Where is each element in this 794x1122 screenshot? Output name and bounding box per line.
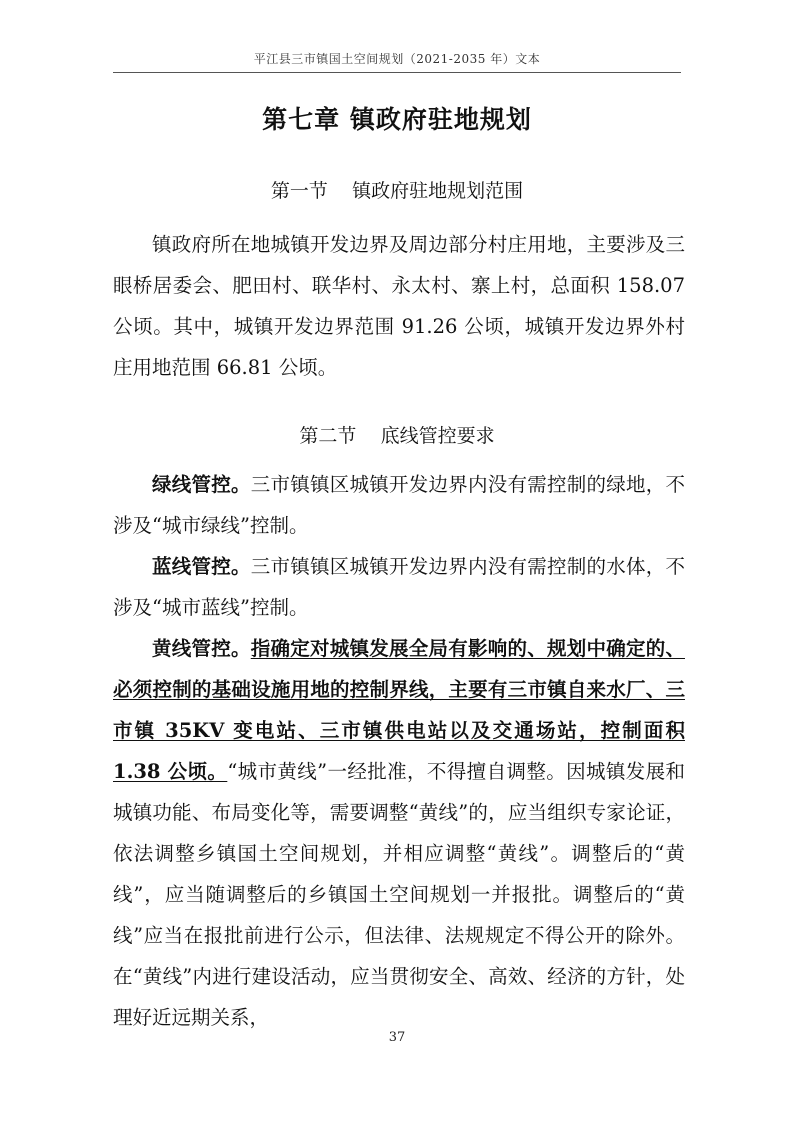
yellow-line-paragraph — [113, 628, 685, 1038]
yellow-line-text: “城市黄线”一经批准，不得擅自调整。因城镇发展和城镇功能、布局变化等，需要调整“黄线”的，应当组织专家论证，依法调整乡镇国土空间规划，并相应调整“黄线”。调整后的“黄线”，应当随调整后的乡镇国土空间规划一并报批。调整后的“黄线”应当在报批前进行公示，但法律、法规规定不得公开的除外。在“黄线”内进行建设活动，应当贯彻安全、高效、经济的方针，处理好近远期关系， — [113, 760, 685, 1029]
section-1-title: 第一节 镇政府驻地规划范围 — [270, 180, 524, 202]
blue-line-paragraph — [113, 546, 685, 628]
blue-line-lead: 蓝线管控。 — [152, 555, 251, 578]
yellow-line-lead: 黄线管控。 — [152, 637, 251, 660]
page-number: 37 — [388, 1030, 406, 1045]
chapter-title: 第七章 镇政府驻地规划 — [262, 105, 532, 134]
blue-line-text: 三市镇镇区城镇开发边界内没有需控制的水体，不涉及“城市蓝线”控制。 — [113, 555, 685, 619]
green-line-text: 三市镇镇区城镇开发边界内没有需控制的绿地，不涉及“城市绿线”控制。 — [113, 473, 685, 537]
header-divider — [113, 72, 681, 73]
section-2-title: 第二节 底线管控要求 — [299, 425, 495, 447]
section-1-paragraph: 镇政府所在地城镇开发边界及周边部分村庄用地，主要涉及三眼桥居委会、肥田村、联华村、永太村、寨上村，总面积 158.07 公顷。其中，城镇开发边界范围 91.26 公顷，城镇开发边界外村庄用地范围 66.81 公顷。 — [113, 233, 685, 379]
green-line-lead: 绿线管控。 — [152, 473, 251, 496]
running-header: 平江县三市镇国土空间规划（2021-2035 年）文本 — [253, 52, 541, 66]
green-line-paragraph — [113, 464, 685, 546]
yellow-line-emphasis: 指确定对城镇发展全局有影响的、规划中确定的、必须控制的基础设施用地的控制界线，主要有三市镇自来水厂、三市镇 35KV 变电站、三市镇供电站以及交通场站，控制面积 1.38 公顷。 — [113, 637, 685, 783]
